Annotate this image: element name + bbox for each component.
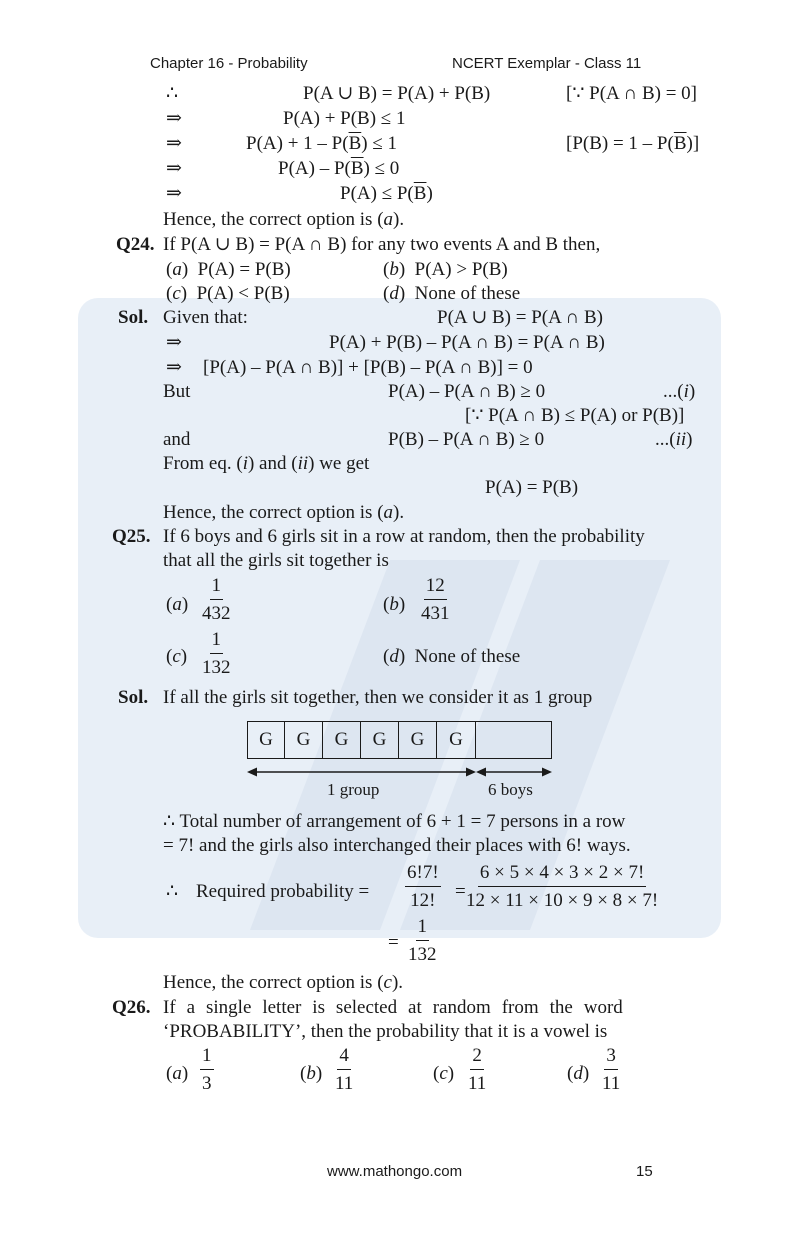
- boys-cell: [475, 721, 552, 759]
- option-d-key: (d): [567, 1063, 590, 1084]
- option-c: (c) P(A) < P(B): [166, 283, 290, 304]
- equals-sign: =: [455, 881, 466, 902]
- conclusion: Hence, the correct option is (c).: [163, 972, 404, 993]
- girl-cell: G: [284, 721, 323, 759]
- option-a-key: (a): [166, 1063, 189, 1084]
- option-a-key: (a): [166, 594, 189, 615]
- option-d: (d) None of these: [383, 646, 521, 667]
- book-header: NCERT Exemplar - Class 11: [452, 55, 642, 72]
- solution-text: From eq. (i) and (ii) we get: [163, 453, 370, 474]
- option-b-fraction: $\frac{4}{11}$: [335, 1045, 354, 1094]
- solution-text: If all the girls sit together, then we consider it as 1 group: [163, 687, 593, 708]
- math-line: $P(A) + 1 - P(\overline{B}) \le 1$: [246, 133, 398, 154]
- solution-label: Sol.: [118, 687, 149, 708]
- implies-symbol: ⇒: [166, 332, 182, 353]
- option-b-key: (b): [383, 594, 406, 615]
- final-probability: $\frac{1}{132}$: [408, 916, 437, 965]
- question-text: If P(A ∪ B) = P(A ∩ B) for any two events A and B then,: [163, 234, 601, 255]
- girl-cell: G: [360, 721, 399, 759]
- probability-label: Required probability =: [196, 881, 370, 902]
- math-line: P(A ∪ B) = P(A ∩ B): [437, 307, 603, 328]
- option-d: (d) None of these: [383, 283, 521, 304]
- option-c-key: (c): [166, 646, 188, 667]
- option-d-fraction: $\frac{3}{11}$: [602, 1045, 621, 1094]
- question-label: Q26.: [112, 997, 151, 1018]
- girl-cell: G: [322, 721, 361, 759]
- footer-website: www.mathongo.com: [327, 1163, 463, 1180]
- girl-cell: G: [247, 721, 285, 759]
- implies-symbol: ⇒: [166, 357, 182, 378]
- equation-number: ...(ii): [655, 429, 693, 450]
- given-label: Given that:: [163, 307, 248, 328]
- conclusion: Hence, the correct option is (a).: [163, 209, 405, 230]
- math-line: P(A) + P(B) ≤ 1: [283, 108, 406, 129]
- conclusion: Hence, the correct option is (a).: [163, 502, 405, 523]
- question-label: Q24.: [116, 234, 155, 255]
- boys-label: 6 boys: [488, 780, 533, 799]
- math-result: P(A) = P(B): [485, 477, 579, 498]
- math-line: $P(A) \le P(\overline{B})$: [340, 183, 433, 204]
- group-label: 1 group: [327, 780, 380, 799]
- option-b-fraction: $\frac{12}{431}$: [421, 575, 450, 624]
- math-note: [∵ P(A ∩ B) = 0]: [566, 83, 697, 104]
- group-arrows: [240, 764, 560, 780]
- math-note: $[P(B) = 1 - P(\overline{B})]$: [566, 133, 700, 154]
- equation-number: ...(i): [663, 381, 696, 402]
- math-line: P(A) – P(A ∩ B) ≥ 0: [388, 381, 546, 402]
- probability-expanded-fraction: $\frac{6 \times 5 \times 4 \times 3 \times 2 \times 7!}{12 \times 11 \times 10 \times 9 \times 8 \times 7!}$: [466, 862, 659, 911]
- implies-symbol: ⇒: [166, 183, 182, 204]
- option-c-fraction: $\frac{1}{132}$: [202, 629, 231, 678]
- option-a-fraction: $\frac{1}{432}$: [202, 575, 231, 624]
- but-label: But: [163, 381, 191, 402]
- girl-cell: G: [398, 721, 437, 759]
- question-text: ‘PROBABILITY’, then the probability that it is a vowel is: [163, 1021, 608, 1042]
- and-label: and: [163, 429, 191, 450]
- math-line: $P(A) - P(\overline{B}) \le 0$: [278, 158, 400, 179]
- implies-symbol: ⇒: [166, 133, 182, 154]
- math-line: [P(A) – P(A ∩ B)] + [P(B) – P(A ∩ B)] = 0: [203, 357, 533, 378]
- solution-text: = 7! and the girls also interchanged their places with 6! ways.: [163, 835, 631, 856]
- question-text: If 6 boys and 6 girls sit in a row at random, then the probability: [163, 526, 645, 547]
- solution-text: ∴ Total number of arrangement of 6 + 1 = 7 persons in a row: [163, 811, 626, 832]
- option-b: (b) P(A) > P(B): [383, 259, 508, 280]
- therefore-symbol: ∴: [166, 83, 179, 104]
- solution-label: Sol.: [118, 307, 149, 328]
- math-note: [∵ P(A ∩ B) ≤ P(A) or P(B)]: [465, 405, 685, 426]
- math-line: P(A ∪ B) = P(A) + P(B): [303, 83, 491, 104]
- implies-symbol: ⇒: [166, 108, 182, 129]
- option-a: (a) P(A) = P(B): [166, 259, 291, 280]
- option-c-key: (c): [433, 1063, 455, 1084]
- math-line: P(A) + P(B) – P(A ∩ B) = P(A ∩ B): [329, 332, 605, 353]
- math-line: P(B) – P(A ∩ B) ≥ 0: [388, 429, 545, 450]
- option-c-fraction: $\frac{2}{11}$: [468, 1045, 487, 1094]
- implies-symbol: ⇒: [166, 158, 182, 179]
- page-number: 15: [636, 1163, 653, 1180]
- question-text: If a single letter is selected at random from the word: [163, 997, 623, 1018]
- question-label: Q25.: [112, 526, 151, 547]
- girl-cell: G: [436, 721, 476, 759]
- option-a-fraction: $\frac{1}{3}$: [202, 1045, 212, 1094]
- chapter-header: Chapter 16 - Probability: [150, 55, 308, 72]
- option-b-key: (b): [300, 1063, 323, 1084]
- question-text: that all the girls sit together is: [163, 550, 389, 571]
- equals-sign: =: [388, 932, 399, 953]
- probability-fraction: $\frac{6!7!}{12!}$: [407, 862, 439, 911]
- therefore-symbol: ∴: [166, 881, 179, 902]
